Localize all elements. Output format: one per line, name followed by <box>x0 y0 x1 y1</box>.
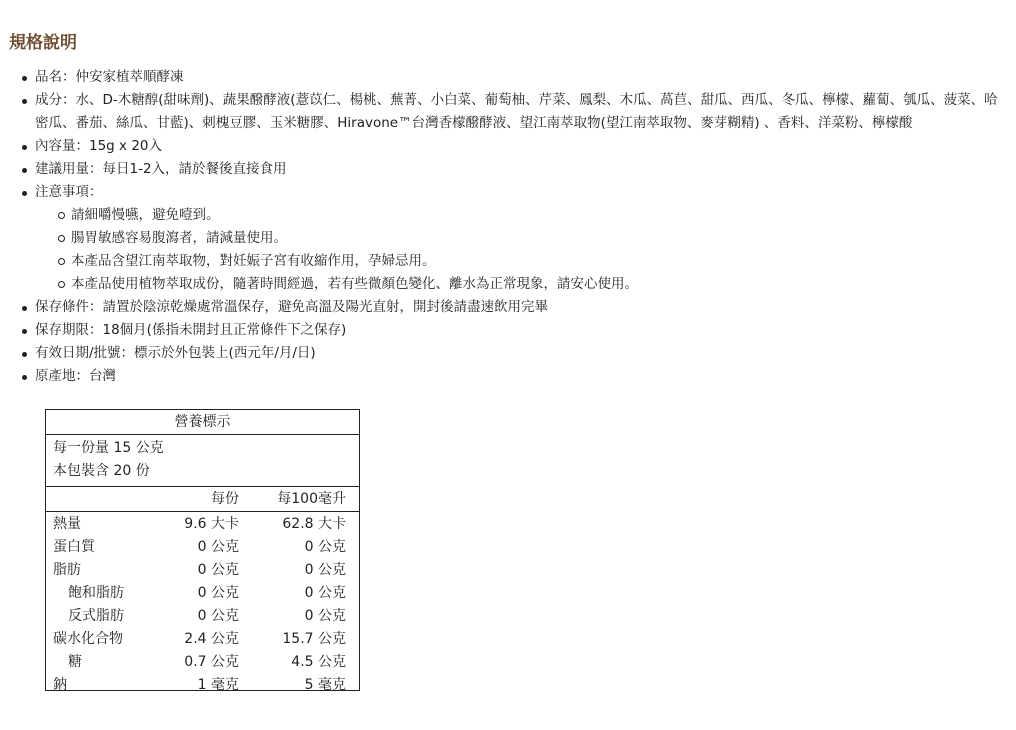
col-per-serving: 每份 <box>211 491 239 507</box>
spec-item-notes <box>35 181 1000 296</box>
nutrient-per-100: 4.5 公克 <box>291 654 346 670</box>
nutrient-per-serving: 0 公克 <box>197 608 239 624</box>
nutrition-row-protein <box>46 536 359 559</box>
spec-item-storage: 保存條件：請置於陰涼乾燥處常溫保存，避免高溫及陽光直射，開封後請盡速飲用完畢 <box>35 296 1000 319</box>
nutrition-row-energy <box>46 513 359 536</box>
notes-list <box>35 204 1000 296</box>
spec-item-usage: 建議用量：每日1-2入，請於餐後直接食用 <box>35 158 1000 181</box>
notes-label: 注意事項： <box>35 184 103 200</box>
nutrient-per-serving: 1 毫克 <box>197 677 239 693</box>
nutrition-row-sodium <box>46 674 359 697</box>
note-item: 請細嚼慢嚥，避免噎到。 <box>71 204 1000 227</box>
nutrient-per-serving: 9.6 大卡 <box>184 516 239 532</box>
nutrient-per-serving: 0 公克 <box>197 585 239 601</box>
nutrient-name: 熱量 <box>53 516 81 532</box>
nutrient-per-100: 0 公克 <box>304 585 346 601</box>
spec-item-origin: 原產地：台灣 <box>35 365 1000 388</box>
nutrition-header-row <box>46 487 359 512</box>
nutrient-name: 脂肪 <box>53 562 81 578</box>
spec-item-ingredients: 成分：水、D-木糖醇(甜味劑)、蔬果醱酵液(薏苡仁、楊桃、蕪菁、小白菜、葡萄柚、芹菜、鳳梨、木瓜、萵苣、甜瓜、西瓜、冬瓜、檸檬、蘿蔔、瓠瓜、菠菜、哈密瓜、番茄、絲瓜、甘藍)、刺槐豆膠、玉米糖膠、Hiravone™台灣香檬醱酵液、望江南萃取物(望江南萃取物、麥芽糊精) 、香料、洋菜粉、檸檬酸 <box>35 89 1000 135</box>
nutrient-name: 碳水化合物 <box>53 631 123 647</box>
nutrient-per-100: 5 毫克 <box>304 677 346 693</box>
nutrient-per-serving: 2.4 公克 <box>184 631 239 647</box>
spec-item-name: 品名：仲安家植萃順酵凍 <box>35 66 1000 89</box>
nutrition-title: 營養標示 <box>46 410 359 435</box>
spec-item-shelf-life: 保存期限：18個月(係指未開封且正常條件下之保存) <box>35 319 1000 342</box>
section-title: 規格說明 <box>9 33 77 53</box>
nutrition-rows <box>46 512 359 697</box>
nutrient-per-serving: 0.7 公克 <box>184 654 239 670</box>
nutrient-per-100: 62.8 大卡 <box>282 516 346 532</box>
nutrient-per-100: 15.7 公克 <box>282 631 346 647</box>
nutrient-name: 反式脂肪 <box>68 608 124 624</box>
spec-list <box>0 66 1000 388</box>
nutrient-name: 蛋白質 <box>53 539 95 555</box>
nutrient-per-100: 0 公克 <box>304 539 346 555</box>
nutrient-per-serving: 0 公克 <box>197 539 239 555</box>
nutrition-row-carbohydrate <box>46 628 359 651</box>
nutrition-row-trans-fat <box>46 605 359 628</box>
spec-item-expiry: 有效日期/批號：標示於外包裝上(西元年/月/日) <box>35 342 1000 365</box>
spec-item-content: 內容量：15g x 20入 <box>35 135 1000 158</box>
nutrition-facts-table <box>45 409 360 691</box>
nutrient-per-100: 0 公克 <box>304 608 346 624</box>
note-item: 本產品含望江南萃取物，對妊娠子宮有收縮作用，孕婦忌用。 <box>71 250 1000 273</box>
nutrition-row-saturated-fat <box>46 582 359 605</box>
nutrient-name: 糖 <box>68 654 82 670</box>
nutrition-serving-info <box>46 435 359 487</box>
col-per-100: 每100毫升 <box>277 491 346 507</box>
servings-per-package: 本包裝含 20 份 <box>53 463 150 479</box>
nutrient-name: 飽和脂肪 <box>68 585 124 601</box>
nutrient-per-100: 0 公克 <box>304 562 346 578</box>
nutrient-per-serving: 0 公克 <box>197 562 239 578</box>
note-item: 本產品使用植物萃取成份，隨著時間經過，若有些微顏色變化、離水為正常現象，請安心使用。 <box>71 273 1000 296</box>
nutrition-row-sugar <box>46 651 359 674</box>
note-item: 腸胃敏感容易腹瀉者，請減量使用。 <box>71 227 1000 250</box>
nutrient-name: 鈉 <box>53 677 67 693</box>
serving-size: 每一份量 15 公克 <box>53 440 164 456</box>
nutrition-row-fat <box>46 559 359 582</box>
